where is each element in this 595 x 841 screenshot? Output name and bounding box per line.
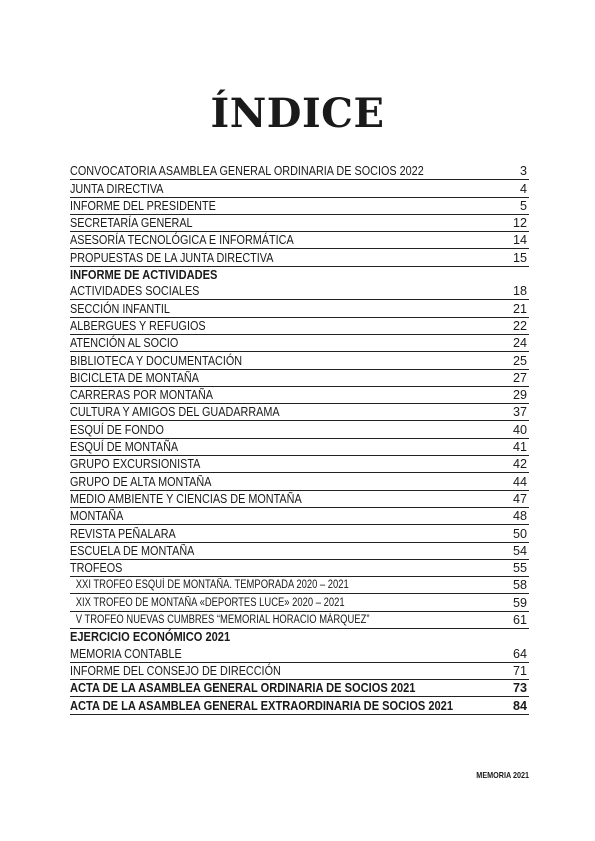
toc-entry-page: 15 [512,250,527,265]
toc-entry-label: MEDIO AMBIENTE Y CIENCIAS DE MONTAÑA [70,491,302,506]
toc-entry-label: ASESORÍA TECNOLÓGICA E INFORMÁTICA [70,233,294,248]
toc-entry-page: 64 [512,646,527,661]
toc-entry[interactable] [70,421,529,438]
toc-section-label: EJERCICIO ECONÓMICO 2021 [70,630,231,645]
toc-subentry[interactable] [70,594,529,611]
toc-entry-page: 59 [512,595,527,610]
toc-entry-label: PROPUESTAS DE LA JUNTA DIRECTIVA [70,250,274,265]
toc-entry-page: 24 [512,336,527,351]
toc-entry-label: SECRETARÍA GENERAL [70,216,193,231]
toc-entry-page: 84 [512,698,527,713]
toc-entry[interactable] [70,387,529,404]
toc-entry-label: CULTURA Y AMIGOS DEL GUADARRAMA [70,405,280,420]
toc-entry-page: 73 [512,681,527,696]
toc-entry[interactable] [70,352,529,369]
toc-entry-label: ESQUÍ DE MONTAÑA [70,440,179,455]
toc-entry-page: 58 [512,578,527,593]
toc-subentry[interactable] [70,577,529,594]
toc-entry-page: 40 [512,422,527,437]
toc-subentry-label: V TROFEO NUEVAS CUMBRES “MEMORIAL HORACIO MÁRQUEZ” [75,614,370,627]
toc-entry-page: 29 [512,388,527,403]
toc-entry-page: 50 [512,526,527,541]
toc-entry[interactable] [70,300,529,317]
toc-entry-page: 3 [519,164,527,179]
toc-entry[interactable] [70,215,529,232]
toc-entry-label: ACTA DE LA ASAMBLEA GENERAL ORDINARIA DE SOCIOS 2021 [70,681,416,696]
table-of-contents [70,163,529,715]
page-title: ÍNDICE [210,90,385,137]
toc-entry-label: ALBERGUES Y REFUGIOS [70,318,206,333]
footer-label: MEMORIA 2021 [476,770,529,780]
toc-entry-label: GRUPO DE ALTA MONTAÑA [70,474,212,489]
toc-entry-label: MEMORIA CONTABLE [70,646,182,661]
toc-entry-page: 37 [512,405,527,420]
toc-entry[interactable] [70,456,529,473]
toc-entry-page: 71 [512,663,527,678]
toc-subentry-label: XXI TROFEO ESQUÍ DE MONTAÑA. TEMPORADA 2020 – 2021 [75,579,349,592]
toc-entry-label: INFORME DEL CONSEJO DE DIRECCIÓN [70,663,281,678]
toc-entry[interactable] [70,318,529,335]
toc-entry-label: INFORME DEL PRESIDENTE [70,198,216,213]
toc-section-heading [70,629,529,645]
toc-subentry-label: XIX TROFEO DE MONTAÑA «DEPORTES LUCE» 2020 – 2021 [75,596,345,609]
toc-entry-page: 48 [512,509,527,524]
toc-entry-label: BIBLIOTECA Y DOCUMENTACIÓN [70,353,243,368]
toc-entry[interactable] [70,543,529,560]
toc-entry-page: 14 [512,233,527,248]
toc-entry[interactable] [70,335,529,352]
toc-entry-page: 27 [512,370,527,385]
toc-entry[interactable] [70,283,529,300]
toc-entry-label: ESQUÍ DE FONDO [70,422,164,437]
toc-entry-label: SECCIÓN INFANTIL [70,301,170,316]
toc-entry[interactable] [70,663,529,680]
toc-entry[interactable] [70,404,529,421]
toc-entry-page: 61 [512,613,527,628]
toc-entry-label: CONVOCATORIA ASAMBLEA GENERAL ORDINARIA DE SOCIOS 2022 [70,164,424,179]
toc-entry[interactable] [70,491,529,508]
toc-entry-label: CARRERAS POR MONTAÑA [70,388,214,403]
toc-entry-page: 5 [519,198,527,213]
toc-entry-page: 41 [512,440,527,455]
toc-entry-page: 42 [512,457,527,472]
toc-entry[interactable] [70,560,529,577]
toc-entry-label: REVISTA PEÑALARA [70,526,176,541]
toc-entry-label: ACTA DE LA ASAMBLEA GENERAL EXTRAORDINARIA DE SOCIOS 2021 [70,698,454,713]
toc-entry-label: ACTIVIDADES SOCIALES [70,284,200,299]
toc-entry-label: MONTAÑA [70,509,124,524]
toc-entry[interactable] [70,473,529,490]
toc-entry[interactable] [70,180,529,197]
toc-entry-page: 12 [512,216,527,231]
toc-entry[interactable] [70,232,529,249]
toc-entry[interactable] [70,525,529,542]
toc-entry-page: 44 [512,474,527,489]
toc-entry-page: 21 [512,301,527,316]
toc-entry-page: 25 [512,353,527,368]
toc-entry[interactable] [70,680,529,697]
toc-subentry[interactable] [70,612,529,629]
toc-entry-page: 4 [519,181,527,196]
toc-entry-label: JUNTA DIRECTIVA [70,181,164,196]
toc-entry[interactable] [70,163,529,180]
toc-entry-label: GRUPO EXCURSIONISTA [70,457,201,472]
toc-entry-page: 47 [512,491,527,506]
toc-entry-label: ATENCIÓN AL SOCIO [70,336,179,351]
toc-entry-label: ESCUELA DE MONTAÑA [70,543,195,558]
toc-entry[interactable] [70,645,529,662]
toc-entry[interactable] [70,508,529,525]
toc-entry-page: 18 [512,284,527,299]
toc-entry[interactable] [70,697,529,714]
toc-entry[interactable] [70,370,529,387]
toc-entry[interactable] [70,439,529,456]
toc-entry-label: TROFEOS [70,561,123,576]
toc-entry-page: 22 [512,318,527,333]
toc-entry-page: 54 [512,543,527,558]
toc-section-heading [70,267,529,283]
toc-entry[interactable] [70,249,529,266]
toc-entry-label: BICICLETA DE MONTAÑA [70,370,199,385]
toc-entry-page: 55 [512,561,527,576]
toc-entry[interactable] [70,198,529,215]
toc-section-label: INFORME DE ACTIVIDADES [70,268,218,283]
